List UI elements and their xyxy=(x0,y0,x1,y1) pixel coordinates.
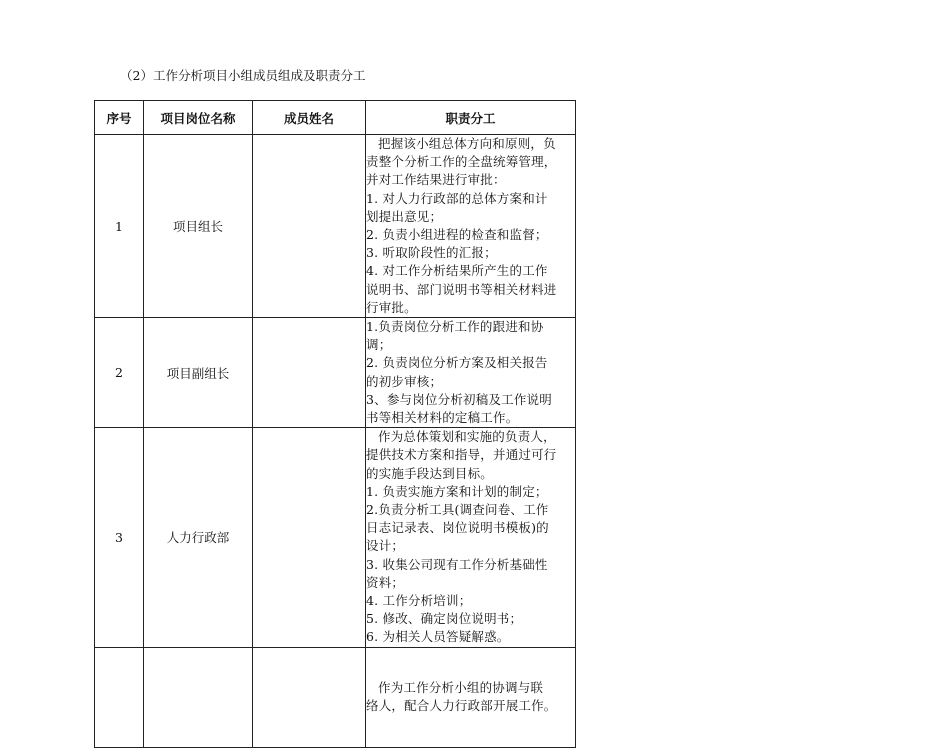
row-number-cell xyxy=(95,647,144,747)
duty-line: 作为总体策划和实施的负责人， xyxy=(378,429,556,445)
duty-line: 3、参与岗位分析初稿及工作说明 xyxy=(366,391,552,407)
duty-line: 划提出意见； xyxy=(366,208,443,224)
duty-line: 的初步审核； xyxy=(366,373,443,389)
member-name-cell xyxy=(253,318,366,428)
duty-line: 调； xyxy=(366,337,392,353)
table-row xyxy=(95,647,576,747)
duty-line: 2. 负责小组进程的检查和监督； xyxy=(366,227,548,243)
table-row xyxy=(95,428,576,647)
row-number-cell: 2 xyxy=(95,318,144,428)
duty-line: 资料； xyxy=(366,574,405,590)
duty-cell xyxy=(366,647,576,747)
duty-line: 3. 听取阶段性的汇报； xyxy=(366,245,497,261)
duty-line: 设计； xyxy=(366,538,405,554)
table-row xyxy=(95,318,576,428)
position-name-cell: 项目副组长 xyxy=(144,318,253,428)
row-number-cell: 3 xyxy=(95,428,144,647)
position-name-cell: 人力行政部 xyxy=(144,428,253,647)
table-row xyxy=(95,135,576,318)
duty-cell xyxy=(366,318,576,428)
duty-cell xyxy=(366,135,576,318)
duty-line: 责整个分析工作的全盘统筹管理， xyxy=(366,154,557,170)
duty-line: 6. 为相关人员答疑解惑。 xyxy=(366,629,510,645)
duty-line: 书等相关材料的定稿工作。 xyxy=(366,410,519,426)
header-member: 成员姓名 xyxy=(253,101,366,135)
table-body xyxy=(95,135,576,748)
duty-line: 1.负责岗位分析工作的跟进和协 xyxy=(366,319,544,335)
duty-line: 说明书、部门说明书等相关材料进 xyxy=(366,281,557,297)
duty-line: 2.负责分析工具(调查问卷、工作 xyxy=(366,502,549,518)
duty-line: 作为工作分析小组的协调与联 xyxy=(378,679,544,695)
member-name-cell xyxy=(253,647,366,747)
member-name-cell xyxy=(253,135,366,318)
duty-cell xyxy=(366,428,576,647)
member-name-cell xyxy=(253,428,366,647)
section-heading: （2）工作分析项目小组成员组成及职责分工 xyxy=(120,68,366,83)
duty-line: 1. 对人力行政部的总体方案和计 xyxy=(366,190,548,206)
duty-line: 并对工作结果进行审批： xyxy=(366,172,506,188)
duty-line: 络人，配合人力行政部开展工作。 xyxy=(366,698,557,714)
duty-line: 的实施手段达到目标。 xyxy=(366,465,494,481)
duty-line: 行审批。 xyxy=(366,299,417,315)
duty-line: 3. 收集公司现有工作分析基础性 xyxy=(366,556,548,572)
header-duty: 职责分工 xyxy=(366,101,576,135)
duty-line: 4. 对工作分析结果所产生的工作 xyxy=(366,263,548,279)
duty-line: 1. 负责实施方案和计划的制定； xyxy=(366,483,548,499)
header-no: 序号 xyxy=(95,101,144,135)
duty-line: 把握该小组总体方向和原则，负 xyxy=(378,136,556,151)
header-position: 项目岗位名称 xyxy=(144,101,253,135)
duty-line: 4. 工作分析培训； xyxy=(366,593,472,609)
responsibility-table xyxy=(94,100,576,748)
row-number-cell: 1 xyxy=(95,135,144,318)
table-header-row xyxy=(95,101,576,135)
position-name-cell: 项目组长 xyxy=(144,135,253,318)
duty-line: 日志记录表、岗位说明书模板)的 xyxy=(366,520,549,536)
duty-line: 2. 负责岗位分析方案及相关报告 xyxy=(366,355,548,371)
duty-line: 提供技术方案和指导，并通过可行 xyxy=(366,447,557,463)
duty-line: 5. 修改、确定岗位说明书； xyxy=(366,611,523,627)
position-name-cell xyxy=(144,647,253,747)
